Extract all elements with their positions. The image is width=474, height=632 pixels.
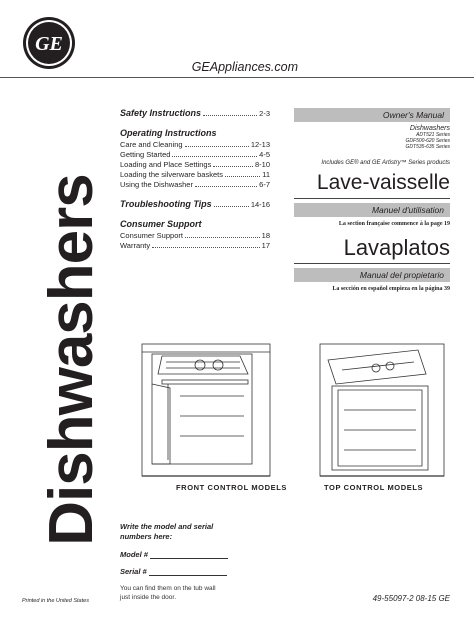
toc-item-page: 11 <box>262 170 270 179</box>
toc-item-page: 12-13 <box>250 140 270 149</box>
vertical-title: Dishwashers <box>37 174 106 546</box>
spanish-note: La sección en español empieza en la página 39 <box>332 286 450 292</box>
front-control-caption: FRONT CONTROL MODELS <box>176 483 288 492</box>
toc-item-label: Care and Cleaning <box>120 140 183 149</box>
ge-logo <box>22 16 76 70</box>
toc-troubleshooting[interactable] <box>120 199 270 210</box>
toc-item-label: Getting Started <box>120 150 171 159</box>
serial-number-field[interactable] <box>120 567 280 576</box>
toc-item[interactable] <box>120 160 270 170</box>
toc-troubleshooting-page: 14-16 <box>250 200 270 209</box>
toc-safety-label: Safety Instructions <box>120 108 202 118</box>
toc-item[interactable] <box>120 231 270 241</box>
toc-operating-heading: Operating Instructions <box>120 128 217 138</box>
toc-leader <box>152 247 260 248</box>
location-note-2: just inside the door. <box>120 594 177 601</box>
toc-item-page: 18 <box>261 231 270 240</box>
serial-number-label: Serial # <box>120 567 147 576</box>
model-serial-heading-2: numbers here: <box>120 532 173 541</box>
toc-leader <box>195 186 257 187</box>
table-of-contents <box>120 108 270 260</box>
spanish-title: Lavaplatos <box>343 235 450 260</box>
toc-item-page: 8-10 <box>254 160 270 169</box>
model-number-line[interactable] <box>150 550 228 559</box>
owners-manual-banner: Owner's Manual <box>294 108 450 122</box>
model-number-label: Model # <box>120 550 148 559</box>
front-control-dishwasher-illustration <box>140 340 272 480</box>
model-series-0: ADT521 Series <box>416 132 450 138</box>
website-url[interactable]: GEAppliances.com <box>191 60 298 74</box>
header-rule <box>0 77 474 78</box>
toc-leader <box>225 176 260 177</box>
toc-leader <box>185 146 249 147</box>
model-series-1: GDF500-620 Series <box>405 138 450 144</box>
model-number-field[interactable] <box>120 550 280 559</box>
toc-leader <box>214 206 249 207</box>
toc-leader <box>213 166 253 167</box>
model-serial-block <box>120 522 280 602</box>
location-note-1: You can find them on the tub wall <box>120 585 216 592</box>
toc-item-label: Consumer Support <box>120 231 183 240</box>
includes-note: Includes GE® and GE Artistry™ Series products <box>321 160 450 166</box>
printed-in-note: Printed in the United States <box>22 598 89 604</box>
toc-leader <box>172 156 257 157</box>
french-banner: Manuel d'utilisation <box>294 203 450 217</box>
french-title: Lave-vaisselle <box>316 171 450 194</box>
toc-item[interactable] <box>120 150 270 160</box>
toc-safety-page: 2-3 <box>259 109 270 118</box>
french-note: La section française commence à la page 19 <box>338 221 450 227</box>
spanish-rule <box>294 263 450 264</box>
top-control-dishwasher-illustration <box>318 340 446 480</box>
toc-item[interactable] <box>120 180 270 190</box>
toc-item-label: Using the Dishwasher <box>120 180 193 189</box>
toc-item[interactable] <box>120 170 270 180</box>
toc-safety[interactable] <box>120 108 270 119</box>
toc-leader <box>203 115 257 116</box>
model-serial-heading-1: Write the model and serial <box>120 522 214 531</box>
ge-logo-text: GE <box>35 33 63 55</box>
toc-item[interactable] <box>120 241 270 251</box>
serial-number-line[interactable] <box>149 567 227 576</box>
language-column <box>294 108 450 292</box>
toc-item-label: Loading the silverware baskets <box>120 170 223 179</box>
toc-item-page: 17 <box>261 241 270 250</box>
french-rule <box>294 198 450 199</box>
toc-consumer-heading: Consumer Support <box>120 219 202 229</box>
product-name: Dishwashers <box>409 125 450 132</box>
toc-item-label: Warranty <box>120 241 151 250</box>
spanish-banner: Manual del propietario <box>294 268 450 282</box>
toc-leader <box>185 237 260 238</box>
model-series-2: GDT535-635 Series <box>405 144 450 150</box>
top-control-caption: TOP CONTROL MODELS <box>324 483 424 492</box>
toc-item-page: 6-7 <box>259 180 270 189</box>
toc-item[interactable] <box>120 140 270 150</box>
toc-troubleshooting-label: Troubleshooting Tips <box>120 199 212 209</box>
toc-item-page: 4-5 <box>259 150 270 159</box>
toc-item-label: Loading and Place Settings <box>120 160 212 169</box>
document-number: 49-55097-2 08-15 GE <box>372 594 450 603</box>
